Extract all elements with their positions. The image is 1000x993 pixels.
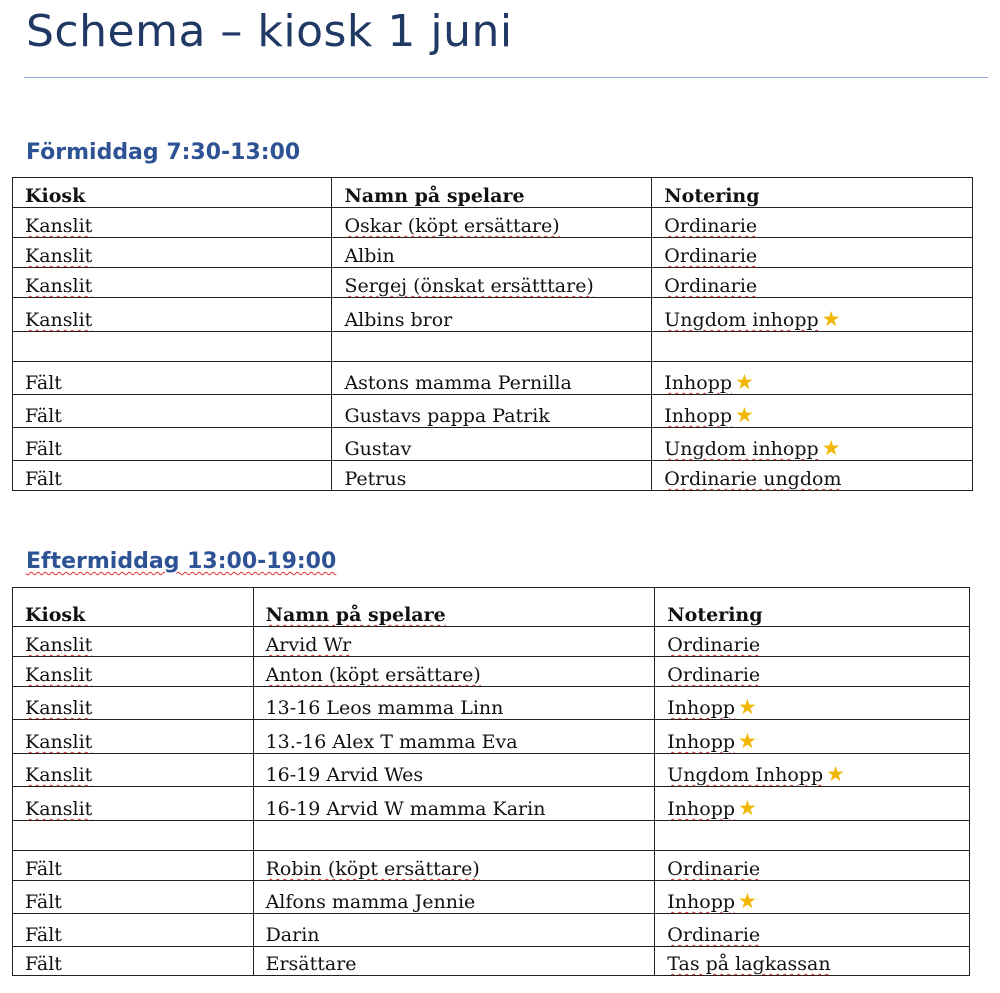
player-name-cell-text: Darin xyxy=(265,924,320,946)
column-header xyxy=(652,178,973,208)
table-row xyxy=(13,914,970,947)
column-header-text: Notering xyxy=(667,604,763,626)
kiosk-cell-text: Kanslit xyxy=(25,664,93,686)
player-name-cell xyxy=(253,914,655,947)
note-cell-text: Ungdom Inhopp xyxy=(667,764,824,786)
player-name-cell-text: Astons mamma Pernilla xyxy=(344,372,572,394)
player-name-cell xyxy=(253,754,655,787)
table-row xyxy=(13,627,970,657)
note-cell-text: Inhopp xyxy=(667,697,736,719)
star-icon: ★ xyxy=(738,889,757,913)
player-name-cell xyxy=(253,821,655,851)
kiosk-cell xyxy=(13,238,332,268)
kiosk-cell xyxy=(13,395,332,428)
note-cell-text: Inhopp xyxy=(664,405,733,427)
kiosk-cell xyxy=(13,268,332,298)
player-name-cell-text: 13-16 Leos mamma Linn xyxy=(265,697,504,719)
note-cell xyxy=(655,821,970,851)
player-name-cell-text: Arvid Wr xyxy=(265,634,352,656)
note-cell xyxy=(652,428,973,461)
player-name-cell-text: 16-19 Arvid Wes xyxy=(265,764,424,786)
column-header-text: Notering xyxy=(664,185,760,207)
note-cell-text: Inhopp xyxy=(667,798,736,820)
note-cell-text: Ordinarie xyxy=(664,215,758,237)
afternoon-heading xyxy=(26,549,336,574)
header-row xyxy=(13,178,973,208)
kiosk-cell-text: Kanslit xyxy=(25,309,93,331)
table-row xyxy=(13,362,973,395)
table-row xyxy=(13,208,973,238)
player-name-cell-text: Robin (köpt ersättare) xyxy=(265,858,480,880)
note-cell-text: Ungdom inhopp xyxy=(664,309,819,331)
kiosk-cell xyxy=(13,208,332,238)
kiosk-cell-text: Fält xyxy=(25,858,62,880)
morning-schedule-table xyxy=(12,177,973,491)
player-name-cell-text: Gustavs pappa Patrik xyxy=(344,405,550,427)
column-header xyxy=(13,178,332,208)
table-row xyxy=(13,720,970,754)
note-cell xyxy=(655,787,970,821)
kiosk-cell-text: Kanslit xyxy=(25,634,93,656)
note-cell xyxy=(655,851,970,881)
player-name-cell xyxy=(332,208,652,238)
afternoon-heading-text: Eftermiddag 13:00-19:00 xyxy=(26,549,337,574)
player-name-cell xyxy=(253,851,655,881)
kiosk-cell-text: Fält xyxy=(25,372,62,394)
column-header-text: Kiosk xyxy=(25,185,86,207)
player-name-cell xyxy=(332,332,652,362)
column-header xyxy=(253,588,655,627)
player-name-cell-text: Oskar (köpt ersättare) xyxy=(344,215,560,237)
star-icon: ★ xyxy=(735,403,754,427)
table-row xyxy=(13,851,970,881)
kiosk-cell-text: Kanslit xyxy=(25,798,93,820)
table-row xyxy=(13,947,970,976)
note-cell xyxy=(652,362,973,395)
note-cell xyxy=(652,208,973,238)
kiosk-cell xyxy=(13,627,254,657)
column-header xyxy=(655,588,970,627)
player-name-cell xyxy=(332,238,652,268)
kiosk-cell-text: Fält xyxy=(25,468,62,490)
player-name-cell xyxy=(253,787,655,821)
table-row xyxy=(13,395,973,428)
kiosk-cell-text: Kanslit xyxy=(25,697,93,719)
table-row xyxy=(13,754,970,787)
table-row xyxy=(13,881,970,914)
note-cell xyxy=(655,947,970,976)
player-name-cell xyxy=(253,881,655,914)
player-name-cell xyxy=(332,298,652,332)
player-name-cell xyxy=(332,395,652,428)
player-name-cell-text: Sergej (önskat ersätttare) xyxy=(344,275,594,297)
note-cell-text: Inhopp xyxy=(667,891,736,913)
player-name-cell xyxy=(332,268,652,298)
header-row xyxy=(13,588,970,627)
player-name-cell xyxy=(253,720,655,754)
kiosk-cell xyxy=(13,881,254,914)
note-cell-text: Ordinarie xyxy=(667,664,761,686)
note-cell-text: Ordinarie xyxy=(667,924,761,946)
note-cell-text: Inhopp xyxy=(664,372,733,394)
player-name-cell xyxy=(332,461,652,491)
note-cell-text: Ordinarie xyxy=(664,275,758,297)
kiosk-cell-text: Fält xyxy=(25,438,62,460)
note-cell-text: Ordinarie xyxy=(664,245,758,267)
table-row xyxy=(13,461,973,491)
kiosk-cell xyxy=(13,821,254,851)
kiosk-cell xyxy=(13,720,254,754)
table-row xyxy=(13,268,973,298)
column-header xyxy=(13,588,254,627)
document-title: Schema – kiosk 1 juni xyxy=(26,6,513,57)
title-divider xyxy=(24,77,988,78)
note-cell-text: Ordinarie ungdom xyxy=(664,468,842,490)
player-name-cell xyxy=(253,947,655,976)
note-cell xyxy=(652,395,973,428)
kiosk-cell xyxy=(13,914,254,947)
kiosk-cell-text: Fält xyxy=(25,953,62,975)
star-icon: ★ xyxy=(738,729,757,753)
player-name-cell-text: Alfons mamma Jennie xyxy=(265,891,476,913)
table-row xyxy=(13,238,973,268)
note-cell-text: Ordinarie xyxy=(667,634,761,656)
note-cell xyxy=(655,687,970,720)
star-icon: ★ xyxy=(738,695,757,719)
note-cell xyxy=(655,881,970,914)
kiosk-cell-text: Kanslit xyxy=(25,215,93,237)
player-name-cell xyxy=(253,657,655,687)
note-cell xyxy=(652,298,973,332)
player-name-cell-text: Albins bror xyxy=(344,309,453,331)
note-cell-text: Inhopp xyxy=(667,731,736,753)
kiosk-cell-text: Fält xyxy=(25,924,62,946)
column-header-text: Kiosk xyxy=(25,604,86,626)
table-row xyxy=(13,298,973,332)
kiosk-cell xyxy=(13,428,332,461)
star-icon: ★ xyxy=(738,796,757,820)
player-name-cell-text: 13.-16 Alex T mamma Eva xyxy=(265,731,518,753)
player-name-cell xyxy=(253,627,655,657)
player-name-cell-text: Gustav xyxy=(344,438,412,460)
morning-heading: Förmiddag 7:30-13:00 xyxy=(26,140,301,165)
note-cell xyxy=(655,657,970,687)
table-row xyxy=(13,787,970,821)
note-cell xyxy=(652,461,973,491)
kiosk-cell-text: Kanslit xyxy=(25,275,93,297)
note-cell xyxy=(652,268,973,298)
note-cell xyxy=(652,332,973,362)
kiosk-cell-text: Kanslit xyxy=(25,764,93,786)
table-row xyxy=(13,657,970,687)
table-row xyxy=(13,428,973,461)
player-name-cell-text: Albin xyxy=(344,245,395,267)
kiosk-cell xyxy=(13,657,254,687)
kiosk-cell xyxy=(13,332,332,362)
kiosk-cell-text: Fält xyxy=(25,405,62,427)
kiosk-cell-text: Fält xyxy=(25,891,62,913)
note-cell-text: Tas på lagkassan xyxy=(667,953,831,975)
kiosk-cell-text: Kanslit xyxy=(25,731,93,753)
kiosk-cell-text: Kanslit xyxy=(25,245,93,267)
star-icon: ★ xyxy=(821,436,841,460)
player-name-cell xyxy=(253,687,655,720)
player-name-cell xyxy=(332,362,652,395)
note-cell-text: Ordinarie xyxy=(667,858,761,880)
player-name-cell-text: 16-19 Arvid W mamma Karin xyxy=(265,798,546,820)
kiosk-cell xyxy=(13,298,332,332)
note-cell xyxy=(655,627,970,657)
player-name-cell-text: Anton (köpt ersättare) xyxy=(265,664,481,686)
table-row xyxy=(13,687,970,720)
kiosk-cell xyxy=(13,851,254,881)
table-row xyxy=(13,332,973,362)
player-name-cell-text: Petrus xyxy=(344,468,407,490)
note-cell xyxy=(652,238,973,268)
kiosk-cell xyxy=(13,947,254,976)
column-header xyxy=(332,178,652,208)
note-cell xyxy=(655,914,970,947)
column-header-text: Namn på spelare xyxy=(265,604,446,626)
star-icon: ★ xyxy=(735,370,754,394)
kiosk-cell xyxy=(13,754,254,787)
note-cell-text: Ungdom inhopp xyxy=(664,438,819,460)
star-icon: ★ xyxy=(826,762,845,786)
note-cell xyxy=(655,754,970,787)
note-cell xyxy=(655,720,970,754)
kiosk-cell xyxy=(13,461,332,491)
player-name-cell-text: Ersättare xyxy=(265,953,357,975)
afternoon-schedule-table xyxy=(12,587,970,976)
kiosk-cell xyxy=(13,687,254,720)
player-name-cell xyxy=(332,428,652,461)
table-row xyxy=(13,821,970,851)
kiosk-cell xyxy=(13,362,332,395)
kiosk-cell xyxy=(13,787,254,821)
star-icon: ★ xyxy=(821,307,841,331)
column-header-text: Namn på spelare xyxy=(344,185,525,207)
